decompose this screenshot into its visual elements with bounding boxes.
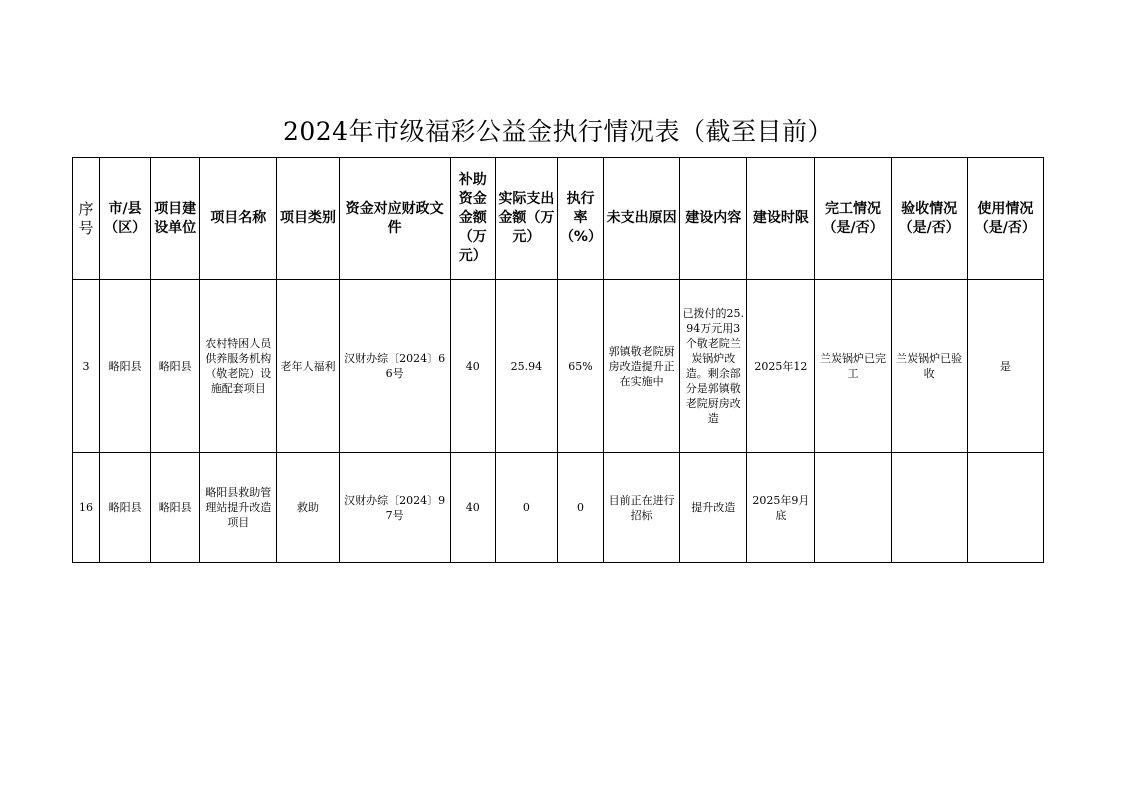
header-county: 市/县（区）: [100, 158, 151, 280]
header-finance-doc: 资金对应财政文件: [339, 158, 450, 280]
header-seq: 序号: [73, 158, 100, 280]
header-unspent-reason: 未支出原因: [604, 158, 680, 280]
cell-exec-rate: 65%: [557, 280, 603, 453]
cell-seq: 3: [73, 280, 100, 453]
header-completion: 完工情况（是/否）: [815, 158, 891, 280]
cell-finance-doc: 汉财办综〔2024〕66号: [339, 280, 450, 453]
cell-unit: 略阳县: [151, 280, 200, 453]
table-row: [73, 453, 1044, 563]
cell-actual-spend: 0: [495, 453, 557, 563]
cell-content: 已拨付的25.94万元用3个敬老院兰炭锅炉改造。剩余部分是郭镇敬老院厨房改造: [680, 280, 747, 453]
cell-acceptance: 兰炭锅炉已验收: [891, 280, 967, 453]
cell-subsidy: 40: [450, 280, 495, 453]
cell-usage: [967, 453, 1043, 563]
execution-table: [72, 157, 1044, 563]
header-deadline: 建设时限: [747, 158, 815, 280]
cell-deadline: 2025年9月底: [747, 453, 815, 563]
header-actual-spend: 实际支出金额（万元）: [495, 158, 557, 280]
header-usage: 使用情况（是/否）: [967, 158, 1043, 280]
cell-project-name: 农村特困人员供养服务机构（敬老院）设施配套项目: [200, 280, 277, 453]
cell-unit: 略阳县: [151, 453, 200, 563]
cell-deadline: 2025年12: [747, 280, 815, 453]
header-unit: 项目建设单位: [151, 158, 200, 280]
cell-unspent-reason: 郭镇敬老院厨房改造提升正在实施中: [604, 280, 680, 453]
header-acceptance: 验收情况（是/否）: [891, 158, 967, 280]
cell-category: 救助: [277, 453, 339, 563]
cell-exec-rate: 0: [557, 453, 603, 563]
cell-usage: 是: [967, 280, 1043, 453]
cell-actual-spend: 25.94: [495, 280, 557, 453]
cell-completion: [815, 453, 891, 563]
cell-content: 提升改造: [680, 453, 747, 563]
header-content: 建设内容: [680, 158, 747, 280]
cell-finance-doc: 汉财办综〔2024〕97号: [339, 453, 450, 563]
header-category: 项目类别: [277, 158, 339, 280]
cell-project-name: 略阳县救助管理站提升改造项目: [200, 453, 277, 563]
header-exec-rate: 执行率（%）: [557, 158, 603, 280]
cell-acceptance: [891, 453, 967, 563]
header-project-name: 项目名称: [200, 158, 277, 280]
report-title: 2024年市级福彩公益金执行情况表（截至目前）: [282, 117, 834, 146]
cell-county: 略阳县: [100, 453, 151, 563]
cell-completion: 兰炭锅炉已完工: [815, 280, 891, 453]
cell-county: 略阳县: [100, 280, 151, 453]
cell-category: 老年人福利: [277, 280, 339, 453]
cell-unspent-reason: 目前正在进行招标: [604, 453, 680, 563]
table-row: [73, 280, 1044, 453]
table-header-row: [73, 158, 1044, 280]
header-subsidy: 补助资金金额（万元）: [450, 158, 495, 280]
cell-seq: 16: [73, 453, 100, 563]
cell-subsidy: 40: [450, 453, 495, 563]
